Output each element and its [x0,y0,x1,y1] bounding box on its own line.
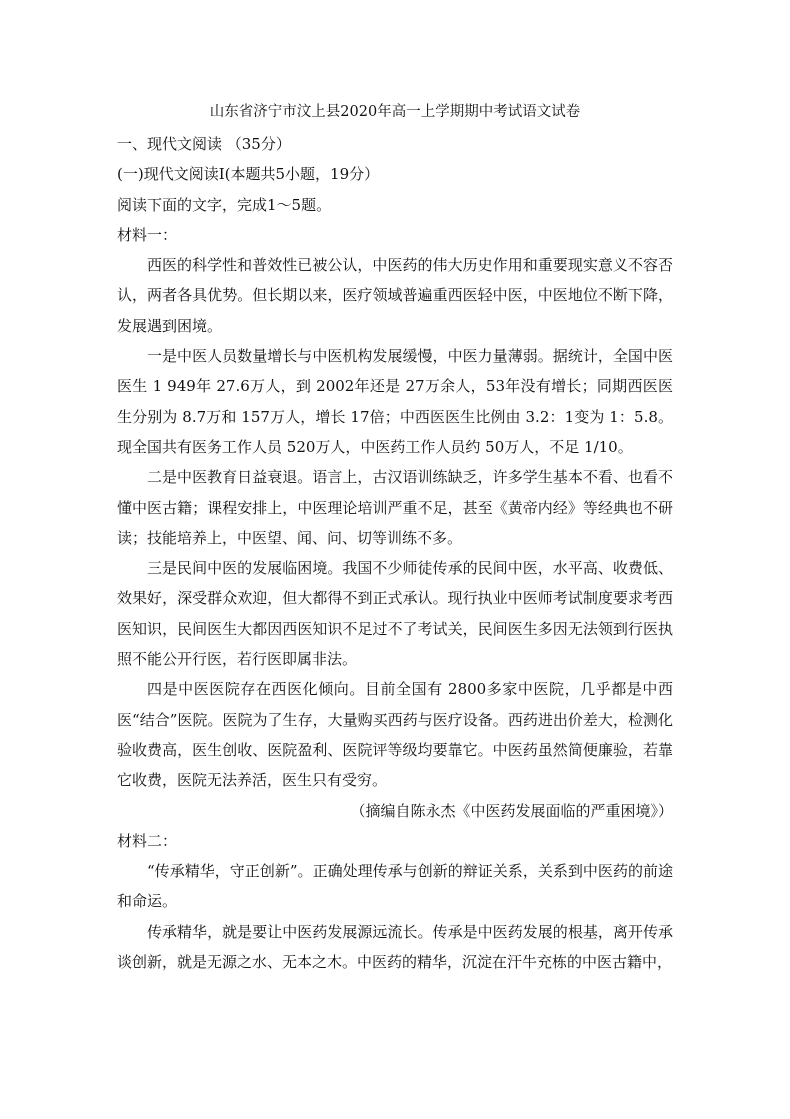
material-one-paragraph: 四是中医医院存在西医化倾向。目前全国有 2800多家中医院，几乎都是中西医“结合”医院。医院为了生存，大量购买西药与医疗设备。西药进出价差大，检测化验收费高，医生创收、医院盈利、医院评等级均要靠它。中医药虽然简便廉验，若靠它收费，医院无法养活，医生只有受穷。 [117,680,673,790]
material-one-paragraph: 西医的科学性和普效性已被公认，中医药的伟大历史作用和重要现实意义不容否认，两者各具优势。但长期以来，医疗领域普遍重西医轻中医，中医地位不断下降，发展遇到困境。 [117,256,673,335]
material-one-paragraph: 二是中医教育日益衰退。语言上，古汉语训练缺乏，许多学生基本不看、也看不懂中医古籍；课程安排上，中医理论培训严重不足，甚至《黄帝内经》等经典也不研读；技能培养上，中医望、闻、问、切等训练不多。 [117,468,673,547]
material-one-heading: 材料一： [117,225,178,244]
section-heading: 一、现代文阅读 （35分） [117,135,291,153]
exam-content [117,129,673,977]
material-two-paragraph: 传承精华，就是要让中医药发展源远流长。传承是中医药发展的根基，离开传承谈创新，就是无源之水、无本之木。中医药的精华，沉淀在汗牛充栋的中医古籍中， [117,922,673,972]
material-one-paragraph: 三是民间中医的发展临困境。我国不少师徒传承的民间中医，水平高、收费低、效果好，深受群众欢迎，但大都得不到正式承认。现行执业中医师考试制度要求考西医知识，民间医生大都因西医知识不足过不了考试关，民间医生多因无法领到行医执照不能公开行医，若行医即属非法。 [117,559,673,669]
reading-instruction: 阅读下面的文字，完成1～5题。 [117,195,332,214]
exam-title: 山东省济宁市汶上县2020年高一上学期期中考试语文试卷 [209,104,581,120]
material-two-paragraph: “传承精华，守正创新”。正确处理传承与创新的辩证关系，关系到中医药的前途和命运。 [117,862,673,911]
material-one-source: （摘编自陈永杰《中医药发展面临的严重困境》） [350,801,673,820]
material-one-paragraph: 一是中医人员数量增长与中医机构发展缓慢，中医力量薄弱。据统计，全国中医医生 1 949年 27.6万人，到 2002年还是 27万余人，53年没有增长；同期西医医生分别为 8.7万和 157万人，增长 17倍；中西医医生比例由 3.2：1变为 1：5.8。现全国共有医务工作人员 520万人，中医药工作人员约 50万人，不足 1/10。 [117,347,673,456]
subsection-heading: (一)现代文阅读Ⅰ(本题共5小题，19分） [117,165,380,184]
material-two-heading: 材料二： [117,831,178,850]
